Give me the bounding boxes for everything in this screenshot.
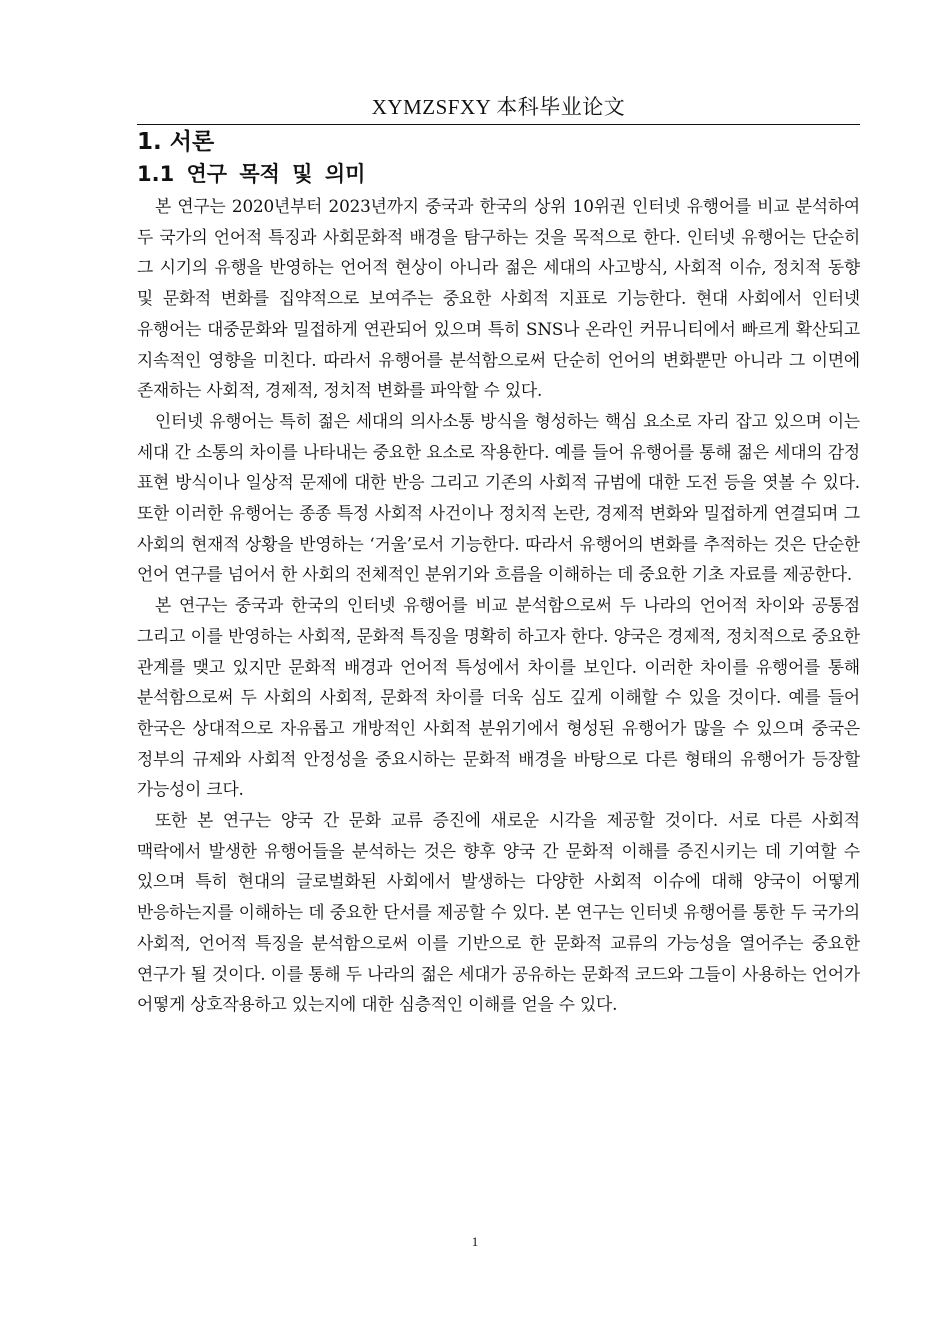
paragraph-4: 또한 본 연구는 양국 간 문화 교류 증진에 새로운 시각을 제공할 것이다. 서로 다른 사회적 맥락에서 발생한 유행어들을 분석하는 것은 향후 양국 간 문화적 이해를 증진시키는 데 기여할 수 있으며 특히 현대의 글로벌화된 사회에서 발생하는 다양한 사회적 이슈에 대해 양국이 어떻게 반응하는지를 이해하는 데 중요한 단서를 제공할 수 있다. 본 연구는 인터넷 유행어를 통한 두 국가의 사회적, 언어적 특징을 분석함으로써 이를 기반으로 한 문화적 교류의 가능성을 열어주는 중요한 연구가 될 것이다. 이를 통해 두 나라의 젊은 세대가 공유하는 문화적 코드와 그들이 사용하는 언어가 어떻게 상호작용하고 있는지에 대한 심층적인 이해를 얻을 수 있다.: [137, 810, 860, 1015]
header-rule: [137, 124, 860, 125]
page-number: 1: [471, 1234, 479, 1249]
paragraph-1: 본 연구는 2020년부터 2023년까지 중국과 한국의 상위 10위권 인터넷 유행어를 비교 분석하여 두 국가의 언어적 특징과 사회문화적 배경을 탐구하는 것을 목적으로 한다. 인터넷 유행어는 단순히 그 시기의 유행을 반영하는 언어적 현상이 아니라 젊은 세대의 사고방식, 사회적 이슈, 정치적 동향 및 문화적 변화를 집약적으로 보여주는 중요한 사회적 지표로 기능한다. 현대 사회에서 인터넷 유행어는 대중문화와 밀접하게 연관되어 있으며 특히 SNS나 온라인 커뮤니티에서 빠르게 확산되고 지속적인 영향을 미친다. 따라서 유행어를 분석함으로써 단순히 언어의 변화뿐만 아니라 그 이면에 존재하는 사회적, 경제적, 정치적 변화를 파악할 수 있다.: [137, 196, 860, 401]
body-text: [137, 191, 860, 1020]
paragraph-3: 본 연구는 중국과 한국의 인터넷 유행어를 비교 분석함으로써 두 나라의 언어적 차이와 공통점 그리고 이를 반영하는 사회적, 문화적 특징을 명확히 하고자 한다. 양국은 경제적, 정치적으로 중요한 관계를 맺고 있지만 문화적 배경과 언어적 특성에서 차이를 보인다. 이러한 차이를 유행어를 통해 분석함으로써 두 사회의 사회적, 문화적 차이를 더욱 심도 깊게 이해할 수 있을 것이다. 예를 들어 한국은 상대적으로 자유롭고 개방적인 사회적 분위기에서 형성된 유행어가 많을 수 있으며 중국은 정부의 규제와 사회적 안정성을 중요시하는 문화적 배경을 바탕으로 다른 형태의 유행어가 등장할 가능성이 크다.: [137, 595, 860, 800]
paragraph-2: 인터넷 유행어는 특히 젊은 세대의 의사소통 방식을 형성하는 핵심 요소로 자리 잡고 있으며 이는 세대 간 소통의 차이를 나타내는 중요한 요소로 작용한다. 예를 들어 유행어를 통해 젊은 세대의 감정 표현 방식이나 일상적 문제에 대한 반응 그리고 기존의 사회적 규범에 대한 도전 등을 엿볼 수 있다. 또한 이러한 유행어는 종종 특정 사회적 사건이나 정치적 논란, 경제적 변화와 밀접하게 연결되며 그 사회의 현재적 상황을 반영하는 ‘거울’로서 기능한다. 따라서 유행어의 변화를 추적하는 것은 단순한 언어 연구를 넘어서 한 사회의 전체적인 분위기와 흐름을 이해하는 데 중요한 기초 자료를 제공한다.: [137, 410, 860, 585]
section-title: 1.1 연구 목적 및 의미: [137, 162, 366, 186]
chapter-title: 1. 서론: [137, 129, 215, 155]
running-header: XYMZSFXY 本科毕业论文: [371, 95, 626, 119]
